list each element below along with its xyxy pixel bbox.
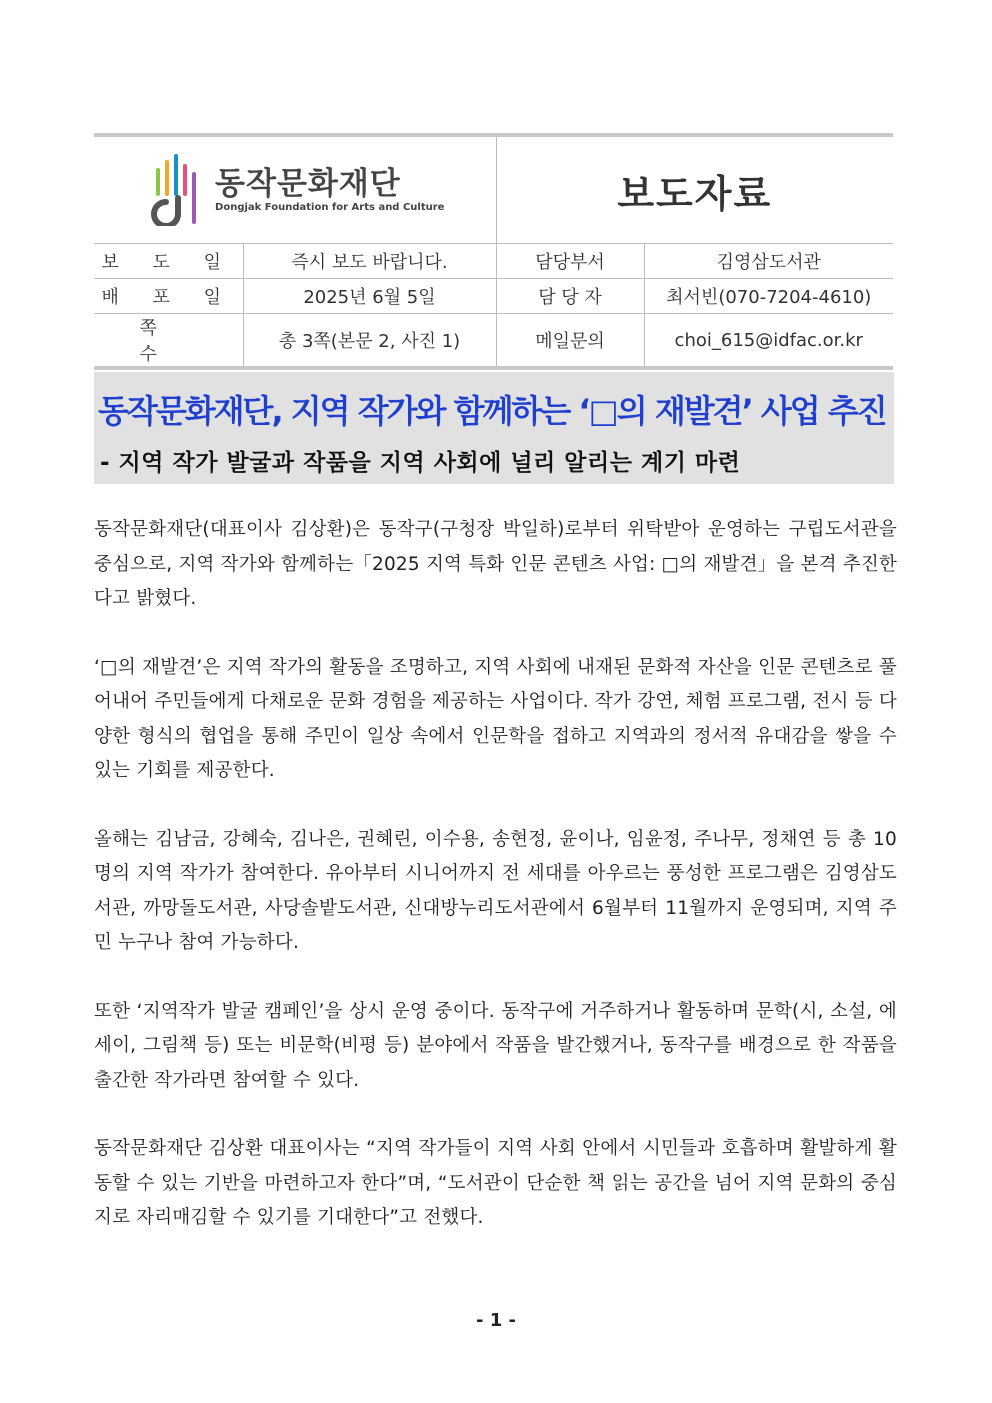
- logo-cell: [94, 135, 496, 244]
- headline-box: [94, 372, 894, 484]
- press-release-title: 보도자료: [496, 135, 893, 244]
- paragraph-1: 동작문화재단(대표이사 김상환)은 동작구(구청장 박일하)로부터 위탁받아 운영하는 구립도서관을 중심으로, 지역 작가와 함께하는「2025 지역 특화 인문 콘텐츠 사업: □의 재발견」을 본격 추진한다고 밝혔다.: [94, 519, 897, 609]
- dongjak-logo-icon: [145, 154, 205, 226]
- paragraph-2: ‘□의 재발견’은 지역 작가의 활동을 조명하고, 지역 사회에 내재된 문화적 자산을 인문 콘텐츠로 풀어내어 주민들에게 다채로운 문화 경험을 제공하는 사업이다. 작가 강연, 체험 프로그램, 전시 등 다양한 형식의 협업을 통해 주민이 일상 속에서 인문학을 접하고 지역과의 정서적 유대감을 쌓을 수 있는 기회를 제공한다.: [94, 656, 897, 781]
- label-release-date: 보 도 일: [94, 244, 243, 279]
- header-row: [94, 279, 893, 314]
- header-row: [94, 244, 893, 279]
- paragraph-5: 동작문화재단 김상환 대표이사는 “지역 작가들이 지역 사회 안에서 시민들과 호흡하며 활발하게 활동할 수 있는 기반을 마련하고자 한다”며, “도서관이 단순한 책 읽는 공간을 넘어 지역 문화의 중심지로 자리매김할 수 있기를 기대한다”고 전했다.: [94, 1138, 897, 1228]
- paragraph-3: 올해는 김남금, 강혜숙, 김나은, 권혜린, 이수용, 송현정, 윤이나, 임윤정, 주나무, 정채연 등 총 10명의 지역 작가가 참여한다. 유아부터 시니어까지 전 세대를 아우르는 풍성한 프로그램은 김영삼도서관, 까망돌도서관, 사당솔밭도서관, 신대방누리도서관에서 6월부터 11월까지 운영되며, 지역 주민 누구나 참여 가능하다.: [94, 828, 897, 953]
- label-distribution-date: 배 포 일: [94, 279, 243, 314]
- label-email: 메일문의: [496, 314, 644, 369]
- header-row: [94, 314, 893, 369]
- label-contact-person: 담 당 자: [496, 279, 644, 314]
- paragraph-4: 또한 ‘지역작가 발굴 캠페인’을 상시 운영 중이다. 동작구에 거주하거나 활동하며 문학(시, 소설, 에세이, 그림책 등) 또는 비문학(비평 등) 분야에서 작품을 발간했거나, 동작구를 배경으로 한 작품을 출간한 작가라면 참여할 수 있다.: [94, 1000, 897, 1091]
- value-page-count: 총 3쪽(본문 2, 사진 1): [243, 314, 496, 369]
- value-contact-person: 최서빈(070-7204-4610): [644, 279, 893, 314]
- logo-subtitle: Dongjak Foundation for Arts and Culture: [215, 202, 445, 213]
- article-body: [94, 513, 897, 1270]
- page-number: - 1 -: [476, 1310, 516, 1331]
- headline-main: 동작문화재단, 지역 작가와 함께하는 ‘□의 재발견’ 사업 추진: [98, 392, 886, 430]
- label-page-count: 쪽 수: [94, 314, 243, 369]
- label-department: 담당부서: [496, 244, 644, 279]
- value-department: 김영삼도서관: [644, 244, 893, 279]
- logo-name: 동작문화재단: [215, 166, 401, 202]
- value-release-date: 즉시 보도 바랍니다.: [243, 244, 496, 279]
- headline-sub: - 지역 작가 발굴과 작품을 지역 사회에 널리 알리는 계기 마련: [100, 450, 741, 476]
- foundation-logo: [94, 154, 496, 226]
- value-email[interactable]: choi_615@idfac.or.kr: [644, 314, 893, 369]
- press-header-table: [94, 133, 893, 370]
- value-distribution-date: 2025년 6월 5일: [243, 279, 496, 314]
